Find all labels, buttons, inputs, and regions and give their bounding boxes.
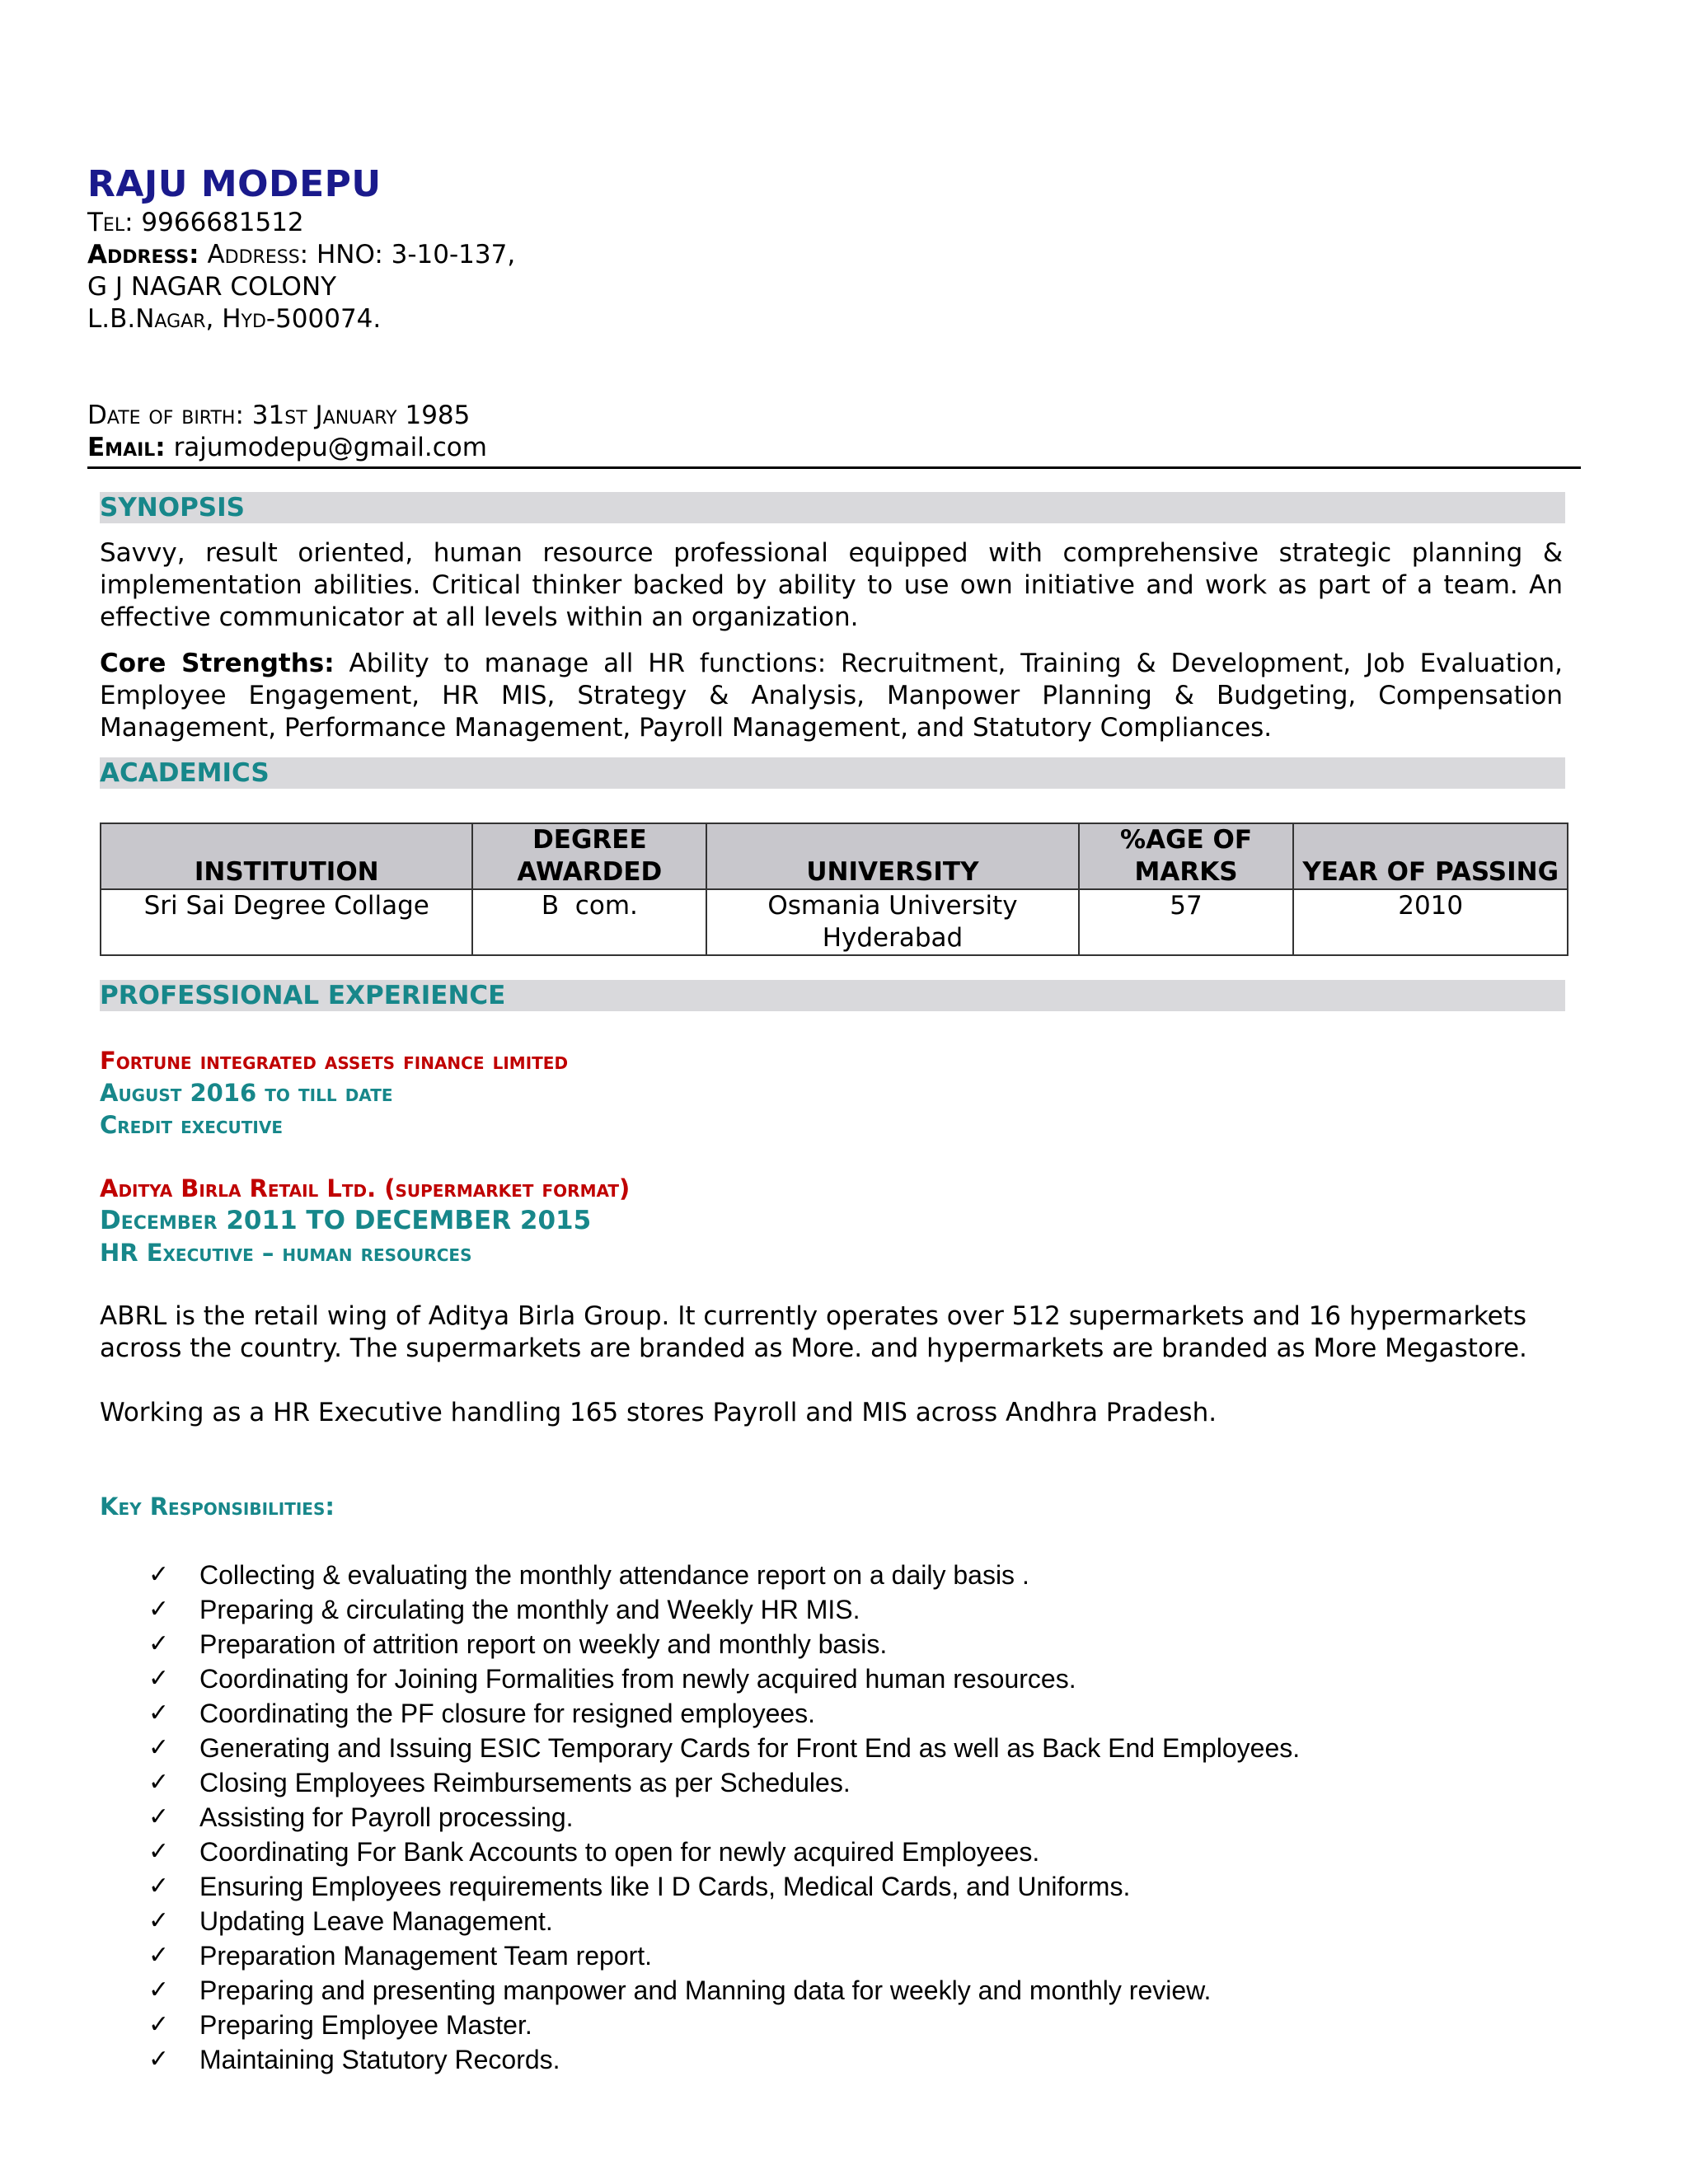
core-strengths-label: Core Strengths: [100,649,335,678]
list-item [148,2008,1300,2042]
list-item [148,1938,1300,1973]
responsibility-text: Maintaining Statutory Records. [199,2045,560,2074]
list-item [148,1627,1300,1661]
responsibility-text: Generating and Issuing ESIC Temporary Cards for Front End as well as Back End Employees. [199,1733,1301,1763]
job-1-company: Fortune integrated assets finance limited [100,1047,569,1075]
responsibility-text: Preparing and presenting manpower and Manning data for weekly and monthly review. [199,1975,1212,2005]
dob-value: 31st January 1985 [251,401,471,430]
responsibility-text: Preparing Employee Master. [199,2010,532,2040]
header-marks: %AGE OF MARKS [1079,823,1294,889]
checkmark-icon: ✓ [148,1803,170,1830]
responsibility-text: Coordinating For Bank Accounts to open for newly acquired Employees. [199,1837,1040,1867]
list-item [148,1592,1300,1627]
core-strengths-text: Ability to manage all HR functions: Recruitment, Training & Development, Job Evaluation, Employee Engagement, HR MIS, Strategy & Analysis, Manpower Planning & Budgeting, Compensation Management, Performance Management, Payroll Management, and Statutory Compliances. [100,649,1564,743]
job-1-period: August 2016 to till date [100,1079,393,1107]
responsibility-text: Closing Employees Reimbursements as per Schedules. [199,1768,851,1797]
responsibility-text: Ensuring Employees requirements like I D Cards, Medical Cards, and Uniforms. [199,1872,1131,1901]
cell-degree: B com. [472,889,706,955]
checkmark-icon: ✓ [148,1699,170,1727]
list-item [148,1800,1300,1835]
header-university: UNIVERSITY [706,823,1078,889]
checkmark-icon: ✓ [148,1630,170,1657]
responsibility-text: Preparation of attrition report on weekly and monthly basis. [199,1629,888,1659]
job-2-company: Aditya Birla Retail Ltd. (supermarket format) [100,1174,631,1202]
core-strengths [100,648,1563,744]
list-item [148,2042,1300,2077]
academics-title: ACADEMICS [100,758,270,788]
tel-label: Tel: [87,208,134,237]
table-row [101,889,1568,955]
list-item [148,1731,1300,1765]
checkmark-icon: ✓ [148,1942,170,1969]
responsibility-text: Preparing & circulating the monthly and Weekly HR MIS. [199,1595,860,1624]
list-item [148,1835,1300,1869]
job-2-role: HR Executive – human resources [100,1239,472,1267]
checkmark-icon: ✓ [148,2011,170,2038]
checkmark-icon: ✓ [148,1596,170,1623]
responsibility-text: Coordinating for Joining Formalities from newly acquired human resources. [199,1664,1076,1694]
tel-value: 9966681512 [141,208,304,237]
header-divider [87,466,1581,469]
address-label: Address: [87,240,199,269]
email-value: rajumodepu@gmail.com [173,433,487,462]
checkmark-icon: ✓ [148,1561,170,1588]
header-year: YEAR OF PASSING [1293,823,1568,889]
synopsis-title: SYNOPSIS [100,493,245,523]
responsibility-text: Collecting & evaluating the monthly attendance report on a daily basis . [199,1560,1029,1590]
academics-table [100,823,1568,956]
synopsis-text: Savvy, result oriented, human resource professional equipped with comprehensive strategic planning & implementation abilities. Critical thinker backed by ability to use own initiative and work as part of a team. An effective communicator at all levels within an organization. [100,538,1563,632]
company-about: ABRL is the retail wing of Aditya Birla Group. It currently operates over 512 supermarkets and 16 hypermarkets across the country. The supermarkets are branded as More. and hypermarkets are branded as More Megastore. [100,1301,1527,1363]
checkmark-icon: ✓ [148,2046,170,2073]
address-line-2: G J NAGAR COLONY [87,272,337,302]
checkmark-icon: ✓ [148,1838,170,1865]
list-item [148,1869,1300,1904]
telephone-line [87,207,304,239]
responsibility-text: Preparation Management Team report. [199,1941,653,1971]
candidate-name: RAJU MODEPU [87,163,382,205]
dob-line [87,400,470,432]
cell-year: 2010 [1293,889,1568,955]
list-item [148,1661,1300,1696]
list-item [148,1904,1300,1938]
address-line-1 [87,239,515,271]
key-responsibilities-title: Key Responsibilities: [100,1493,335,1521]
email-label: Email: [87,433,166,462]
experience-title: PROFESSIONAL EXPERIENCE [100,981,506,1010]
cell-university: Osmania University Hyderabad [706,889,1078,955]
checkmark-icon: ✓ [148,1665,170,1692]
header-degree: DEGREE AWARDED [472,823,706,889]
cell-institution: Sri Sai Degree Collage [101,889,472,955]
responsibilities-list [148,1558,1300,2077]
list-item [148,1973,1300,2008]
list-item [148,1558,1300,1592]
responsibility-text: Assisting for Payroll processing. [199,1802,574,1832]
address-value-1: HNO: 3-10-137, [316,240,516,269]
dob-label: Date of birth: [87,401,244,430]
job-1-role: Credit executive [100,1111,284,1139]
address-line-3: L.B.Nagar, Hyd-500074. [87,304,382,334]
list-item [148,1696,1300,1731]
cell-marks: 57 [1079,889,1294,955]
synopsis-bar [100,492,1565,523]
job-2-period: December 2011 TO DECEMBER 2015 [100,1206,592,1235]
checkmark-icon: ✓ [148,1907,170,1934]
working-summary: Working as a HR Executive handling 165 stores Payroll and MIS across Andhra Pradesh. [100,1398,1217,1427]
email-line [87,432,487,464]
responsibility-text: Updating Leave Management. [199,1906,553,1936]
responsibility-text: Coordinating the PF closure for resigned employees. [199,1699,816,1728]
checkmark-icon: ✓ [148,1734,170,1761]
checkmark-icon: ✓ [148,1769,170,1796]
checkmark-icon: ✓ [148,1976,170,2004]
address-prefix: Address: [207,240,309,269]
table-header-row [101,823,1568,889]
header-institution: INSTITUTION [101,823,472,889]
checkmark-icon: ✓ [148,1872,170,1900]
list-item [148,1765,1300,1800]
academics-bar [100,757,1565,789]
